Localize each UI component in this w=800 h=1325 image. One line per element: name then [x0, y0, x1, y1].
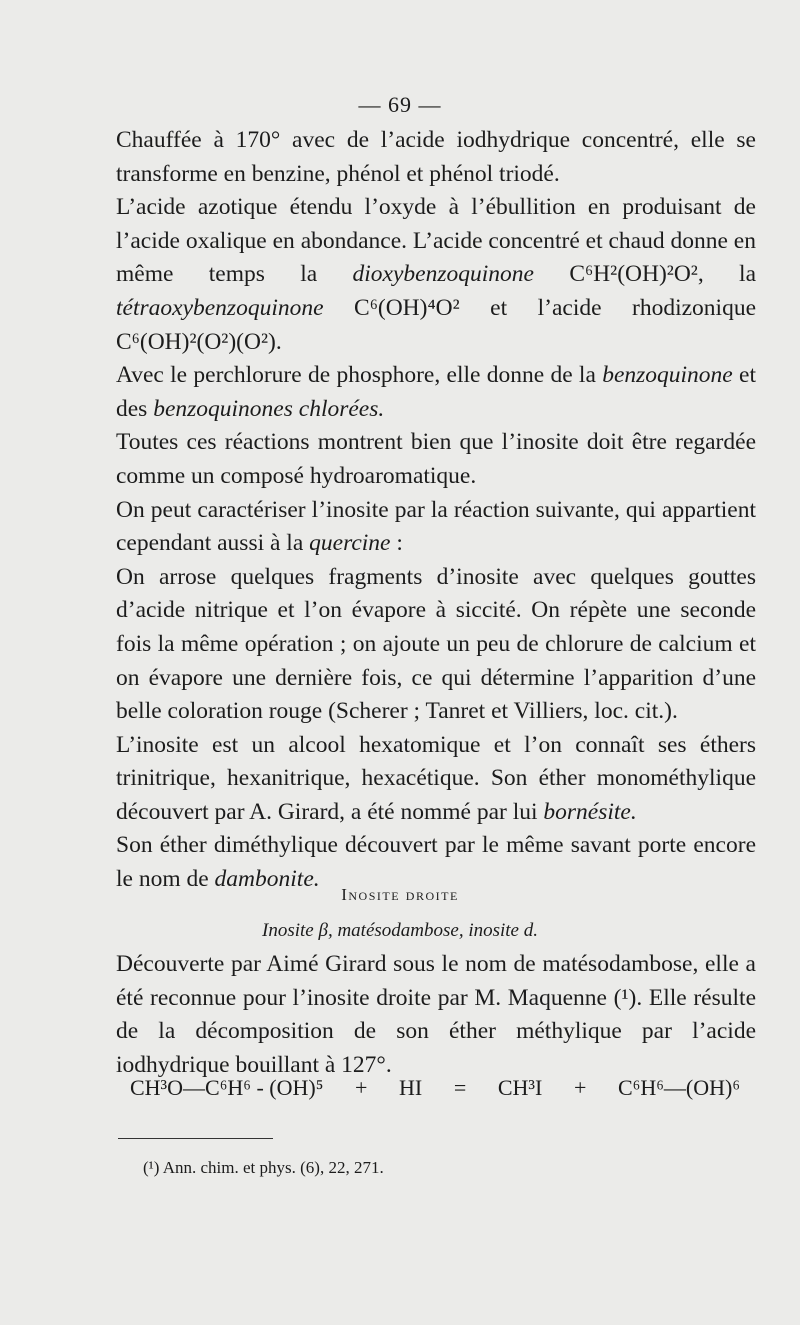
paragraph: L’inosite est un alcool hexatomique et l’on connaît ses éthers trinitrique, hexanitrique, hexacétique. Son éther monométhylique découvert par A. Girard, a été nommé par lui bornésite. [116, 731, 756, 825]
paragraph: L’acide azotique étendu l’oxyde à l’ébullition en produisant de l’acide oxalique en abondance. L’acide concentré et chaud donne en même temps la dioxybenzoquinone C⁶H²(OH)²O², la tétraoxybenzoquinone C⁶(OH)⁴O² et l’acide rhodizonique C⁶(OH)²(O²)(O²). [116, 194, 757, 355]
product: C⁶H⁶—(OH)⁶ [618, 1075, 740, 1100]
paragraph: Avec le perchlorure de phosphore, elle donne de la benzoquinone et des benzoquinones chlorées. [116, 362, 756, 422]
footnote: (¹) Ann. chim. et phys. (6), 22, 271. [143, 1158, 384, 1177]
paragraph: On peut caractériser l’inosite par la réaction suivante, qui appartient cependant aussi à la quercine : [116, 496, 756, 557]
section-heading: Inosite droite [341, 885, 459, 904]
body-text [116, 124, 756, 897]
plus-sign: + [354, 1075, 368, 1100]
plus-sign: + [573, 1075, 587, 1100]
reactant: CH³O—C⁶H⁶ - (OH)⁵ [130, 1075, 324, 1100]
paragraph: Toutes ces réactions montrent bien que l’inosite doit être regardée comme un composé hydroaromatique. [116, 429, 756, 489]
section-subheading: Inosite β, matésodambose, inosite d. [262, 920, 538, 941]
paragraph: Chauffée à 170° avec de l’acide iodhydrique concentré, elle se transforme en benzine, phénol et phénol triodé. [116, 127, 756, 187]
paragraph: On arrose quelques fragments d’inosite avec quelques gouttes d’acide nitrique et l’on évapore à siccité. On répète une seconde fois la même opération ; on ajoute un peu de chlorure de calcium et on évapore une dernière fois, ce qui détermine l’apparition d’une belle coloration rouge (Scherer ; Tanret et Villiers, loc. cit.). [116, 563, 756, 725]
reactant: HI [399, 1075, 423, 1100]
chemical-equation [130, 1075, 740, 1101]
equals-sign: = [453, 1075, 467, 1100]
section-paragraph: Découverte par Aimé Girard sous le nom de matésodambose, elle a été reconnue pour l’inosite droite par M. Maquenne (¹). Elle résulte de la décomposition de son éther méthylique par l’acide iodhydrique bouillant à 127°. [116, 951, 756, 1078]
page-number: — 69 — [358, 92, 442, 117]
footnote-rule [118, 1138, 273, 1139]
product: CH³I [497, 1075, 543, 1100]
paragraph: Son éther diméthylique découvert par le même savant porte encore le nom de dambonite. [116, 832, 756, 893]
